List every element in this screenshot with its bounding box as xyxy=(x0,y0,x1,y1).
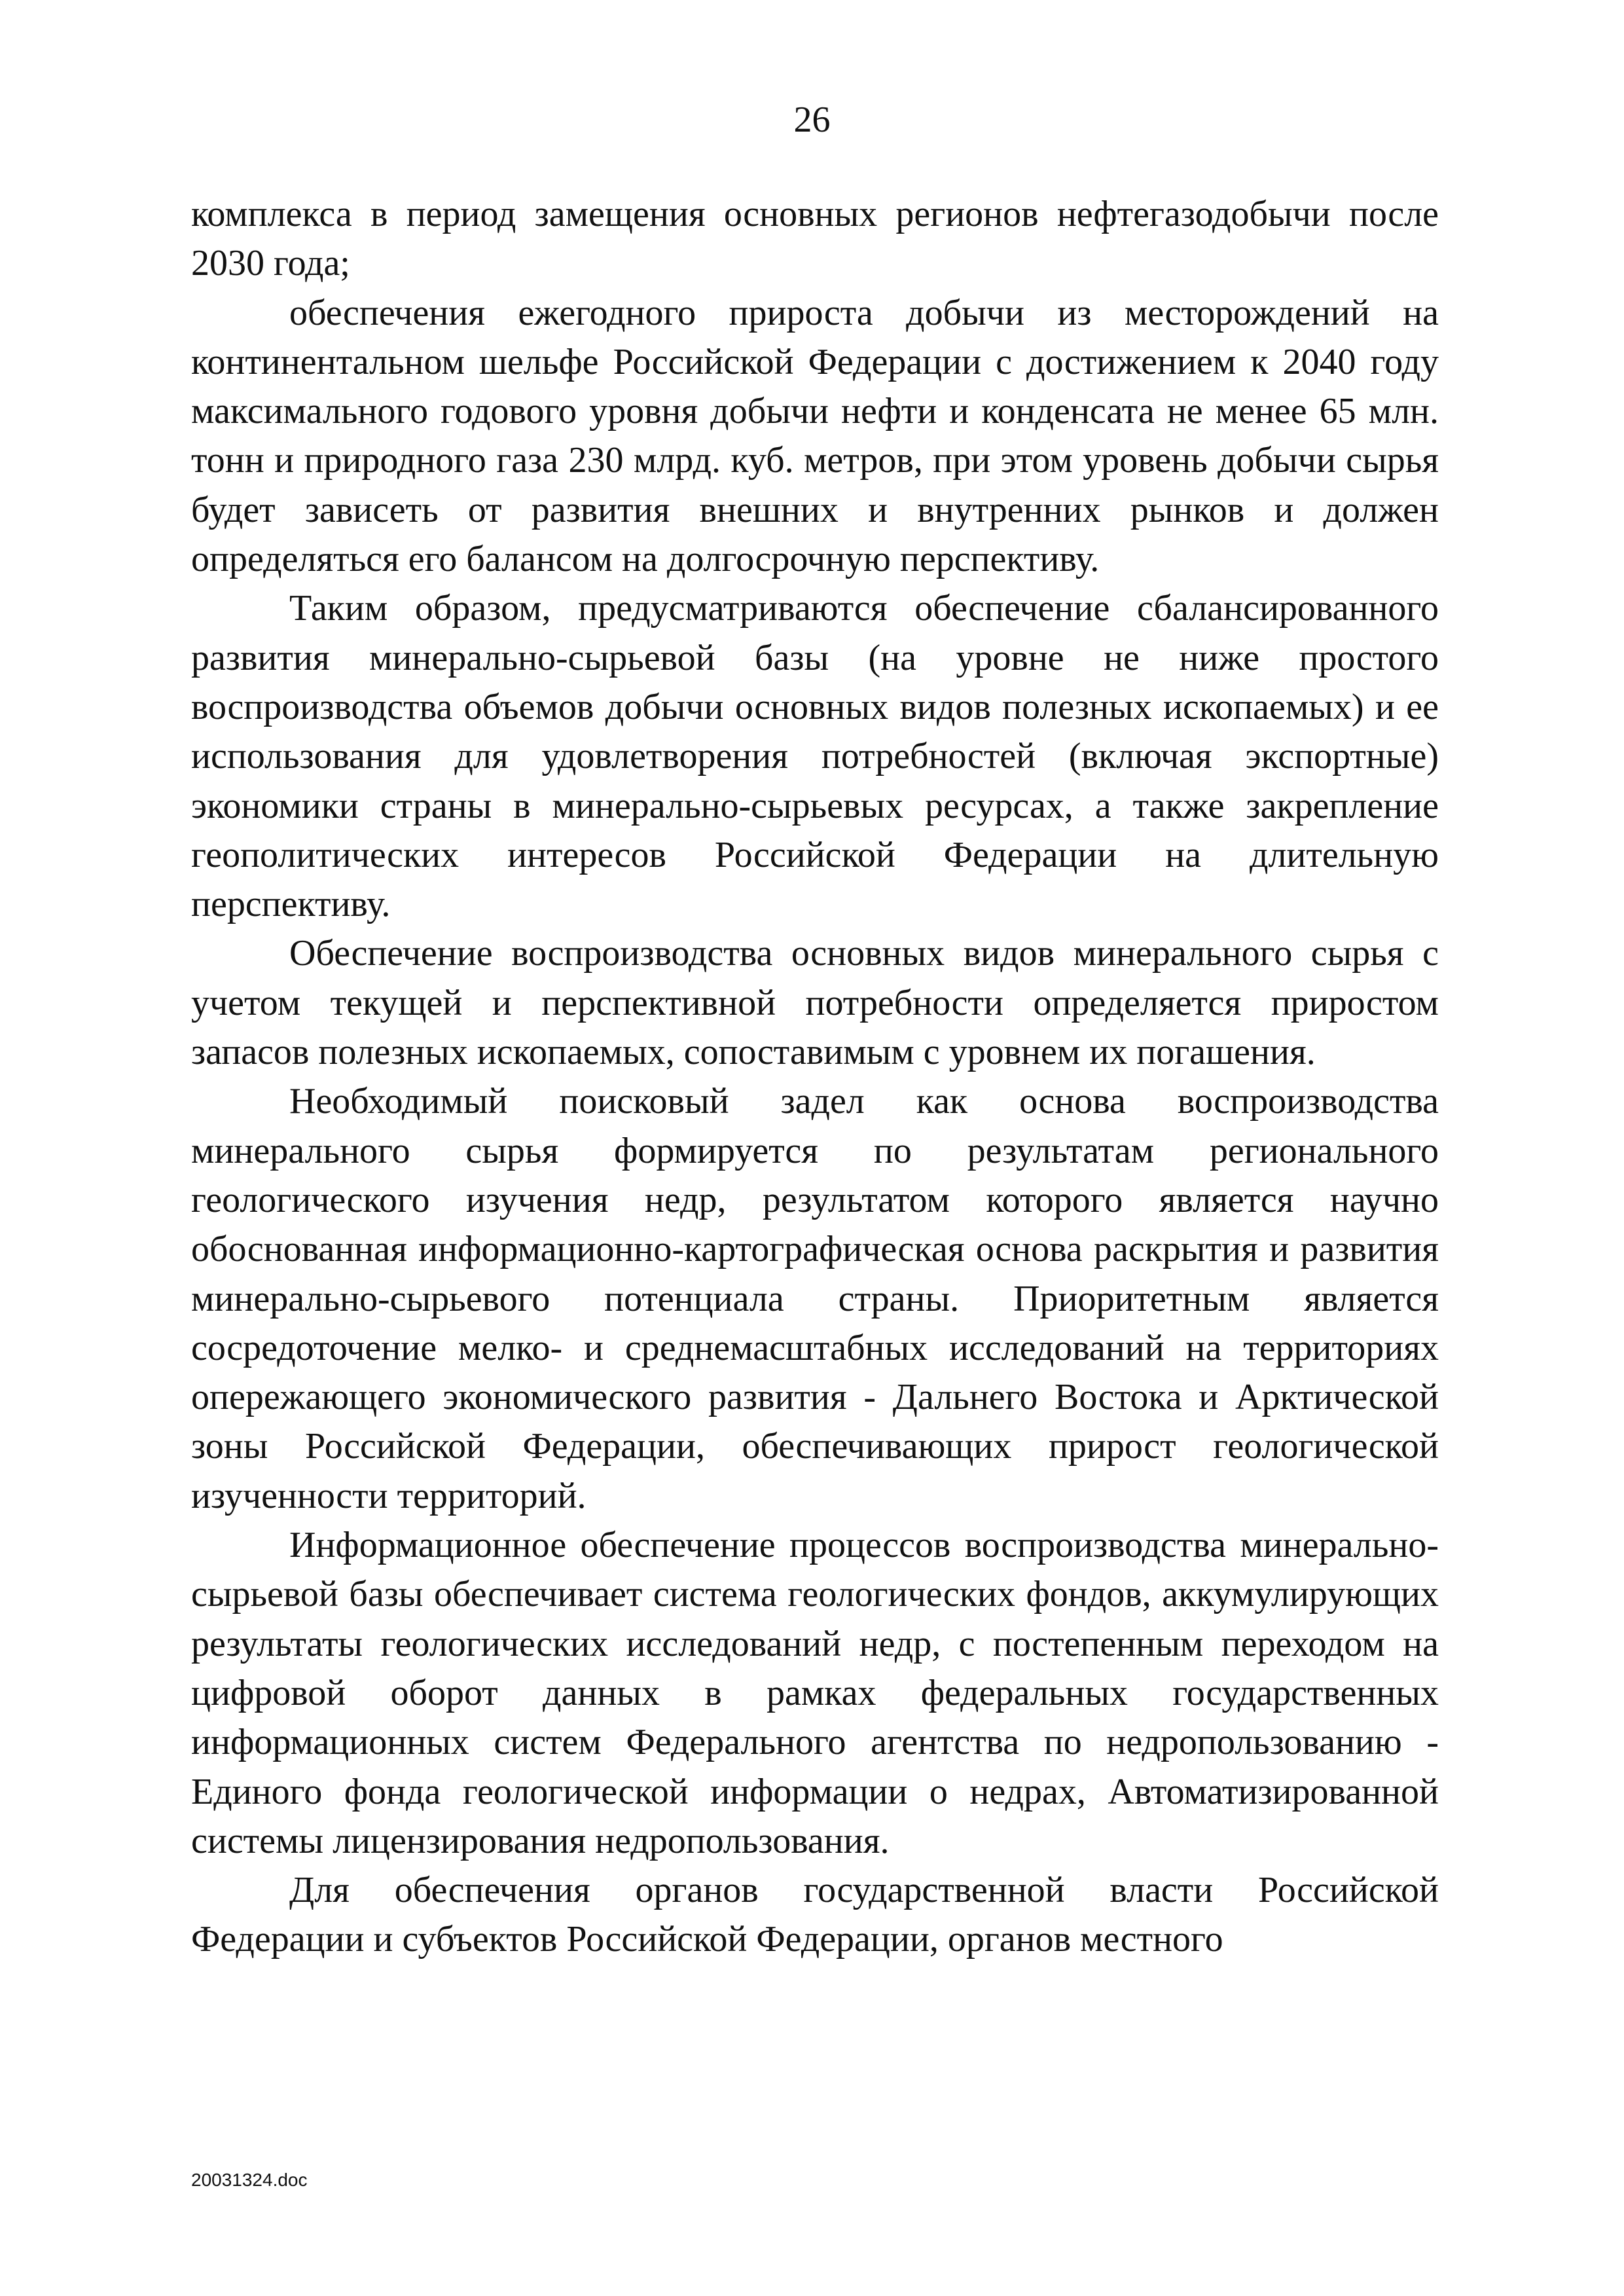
page-number: 26 xyxy=(793,100,831,140)
paragraph-5: Необходимый поисковый задел как основа воспроизводства минерального сырья формируется по результатам регионального геологического изучения недр, результатом которого является научно обоснованная информационно-картографическая основа раскрытия и развития минерально-сырьевого потенциала страны. Приоритетным является сосредоточение мелко- и среднемасштабных исследований на территориях опережающего экономического развития - Дальнего Востока и Арктической зоны Российской Федерации, обеспечивающих прирост геологической изученности территорий. xyxy=(191,1081,1439,1516)
paragraph-6: Информационное обеспечение процессов воспроизводства минерально-сырьевой базы обеспечивает система геологических фондов, аккумулирующих результаты геологических исследований недр, с постепенным переходом на цифровой оборот данных в рамках федеральных государственных информационных систем Федерального агентства по недропользованию - Единого фонда геологической информации о недрах, Автоматизированной системы лицензирования недропользования. xyxy=(191,1525,1439,1861)
paragraph-4: Обеспечение воспроизводства основных видов минерального сырья с учетом текущей и перспективной потребности определяется приростом запасов полезных ископаемых, сопоставимым с уровнем их погашения. xyxy=(191,933,1439,1073)
document-code: 20031324.doc xyxy=(191,2170,308,2190)
document-body xyxy=(191,190,1439,1965)
paragraph-1: комплекса в период замещения основных регионов нефтегазодобычи после 2030 года; xyxy=(191,194,1439,284)
paragraph-2: обеспечения ежегодного прироста добычи из месторождений на континентальном шельфе Российской Федерации с достижением к 2040 году максимального годового уровня добычи нефти и конденсата не менее 65 млн. тонн и природного газа 230 млрд. куб. метров, при этом уровень добычи сырья будет зависеть от развития внешних и внутренних рынков и должен определяться его балансом на долгосрочную перспективу. xyxy=(191,292,1439,580)
paragraph-3: Таким образом, предусматриваются обеспечение сбалансированного развития минерально-сырьевой базы (на уровне не ниже простого воспроизводства объемов добычи основных видов полезных ископаемых) и ее использования для удовлетворения потребностей (включая экспортные) экономики страны в минерально-сырьевых ресурсах, а также закрепление геополитических интересов Российской Федерации на длительную перспективу. xyxy=(191,588,1439,925)
paragraph-7: Для обеспечения органов государственной власти Российской Федерации и субъектов Российской Федерации, органов местного xyxy=(191,1870,1439,1960)
